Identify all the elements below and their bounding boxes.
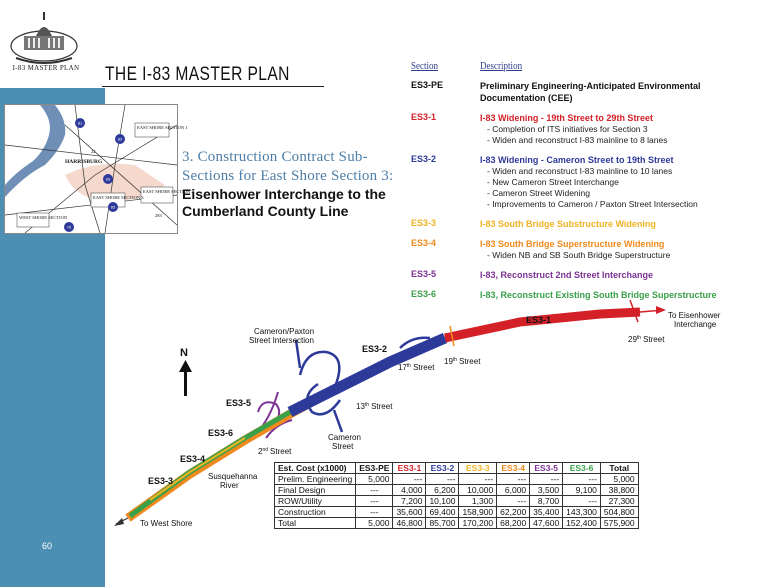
map-label-es3-6: ES3-6 [208, 428, 234, 438]
page-title: THE I-83 MASTER PLAN [105, 64, 290, 85]
map-label-19th-street: Street [459, 357, 481, 366]
cost-cell: --- [393, 474, 426, 485]
cost-row [275, 518, 639, 529]
cost-cell: 35,600 [393, 507, 426, 518]
map-label-29th [628, 335, 665, 344]
inset-label-es1a: EAST SHORE SECTION 1 [137, 125, 188, 130]
map-label-13th-number: 13 [356, 402, 365, 411]
map-label-17th-number: 17 [398, 363, 407, 372]
cost-cell: 8,700 [530, 496, 563, 507]
cost-header-cell: ES3-6 [563, 463, 601, 474]
inset-label-283: 283 [155, 213, 162, 218]
cost-cell: --- [356, 507, 393, 518]
cost-cell: --- [563, 474, 601, 485]
map-label-17th-street: Street [413, 363, 435, 372]
legend-code: ES3-5 [411, 269, 437, 279]
cost-cell: Total [275, 518, 356, 529]
cost-cell: ROW/Utility [275, 496, 356, 507]
legend-description: I-83 South Bridge Superstructure Widening [480, 239, 665, 249]
legend-sub-item: - Widen NB and SB South Bridge Superstructure [487, 250, 671, 260]
map-label-es3-1: ES3-1 [526, 315, 552, 325]
cost-cell: 35,400 [530, 507, 563, 518]
inset-label-es2: EAST SHORE SECTION 2 [143, 189, 194, 194]
cost-cell: 47,600 [530, 518, 563, 529]
cost-cell: 6,200 [426, 485, 459, 496]
legend-description: I-83 Widening - Cameron Street to 19th Street [480, 155, 674, 165]
inset-shield-2: 83 [117, 136, 123, 142]
map-label-cameron-paxton-2: Street Intersection [249, 336, 314, 345]
arrow-to-west-shore [114, 518, 124, 526]
cost-cell: 504,800 [600, 507, 638, 518]
map-label-river-1: Susquehanna [208, 472, 258, 481]
legend-sub-item: - Widen and reconstruct I-83 mainline to 8 lanes [487, 135, 668, 145]
cost-header-cell: ES3-5 [530, 463, 563, 474]
inset-shield-3: 83 [105, 176, 111, 182]
logo-text: I-83 MASTER PLAN [12, 64, 80, 72]
cost-cell: 62,200 [497, 507, 530, 518]
cost-cell: 158,900 [459, 507, 497, 518]
page-number: 60 [42, 541, 53, 551]
map-label-17th [398, 363, 435, 372]
map-label-29th-street: Street [643, 335, 665, 344]
cost-cell: 38,800 [600, 485, 638, 496]
cost-cell: 575,900 [600, 518, 638, 529]
legend-description: I-83 Widening - 19th Street to 29th Street [480, 113, 653, 123]
cost-cell: Construction [275, 507, 356, 518]
cost-header-cell: ES3-3 [459, 463, 497, 474]
cost-cell: 6,000 [497, 485, 530, 496]
legend-header-section: Section [411, 60, 439, 72]
map-label-cameron-1: Cameron [328, 433, 361, 442]
cost-cell: Prelim. Engineering [275, 474, 356, 485]
map-label-2nd-number: 2 [258, 447, 263, 456]
map-label-2nd-street: Street [270, 447, 292, 456]
cost-row [275, 485, 639, 496]
north-arrow-icon [179, 360, 192, 372]
legend-code: ES3-2 [411, 154, 437, 164]
legend-header-description: Description [480, 60, 523, 72]
legend-sub-item: - Widen and reconstruct I-83 mainline to 10 lanes [487, 166, 673, 176]
map-label-13th [356, 402, 393, 411]
legend-description: I-83 South Bridge Substructure Widening [480, 219, 656, 229]
cost-header-cell: Total [600, 463, 638, 474]
map-label-cameron-2: Street [332, 442, 354, 451]
arrow-to-eisenhower [656, 306, 666, 314]
cost-cell: --- [530, 474, 563, 485]
legend-sub-item: - Improvements to Cameron / Paxton Street Intersection [487, 199, 698, 209]
cost-cell: 5,000 [356, 518, 393, 529]
cost-row [275, 496, 639, 507]
inset-shield-1: 81 [77, 120, 83, 126]
inset-label-22: 22 [91, 149, 96, 154]
map-label-13th-street: Street [371, 402, 393, 411]
map-label-13th-suffix: th [364, 402, 370, 408]
map-label-river-2: River [220, 481, 239, 490]
legend-sub-item: - Cameron Street Widening [487, 188, 590, 198]
map-label-es3-4: ES3-4 [180, 454, 206, 464]
map-label-es3-3: ES3-3 [148, 476, 174, 486]
cost-cell: Final Design [275, 485, 356, 496]
legend-description: I-83, Reconstruct 2nd Street Interchange [480, 270, 654, 280]
map-label-to-eisenhower: To Eisenhower [668, 311, 721, 320]
cost-cell: --- [497, 496, 530, 507]
legend-sub-item: - Completion of ITS initiatives for Section 3 [487, 124, 648, 134]
cost-cell: 170,200 [459, 518, 497, 529]
map-label-19th [444, 357, 481, 366]
inset-shield-4: 83 [110, 204, 116, 210]
map-label-29th-suffix: th [636, 335, 642, 341]
cost-cell: --- [497, 474, 530, 485]
cost-cell: --- [563, 496, 601, 507]
map-label-2nd-suffix: nd [262, 447, 269, 453]
cost-cell: 27,300 [600, 496, 638, 507]
cost-header-cell: ES3-1 [393, 463, 426, 474]
cost-cell: 143,300 [563, 507, 601, 518]
cost-cell: 69,400 [426, 507, 459, 518]
cost-cell: 152,400 [563, 518, 601, 529]
sub-section-title: 3. Construction Contract Sub-Sections for East Shore Section 3: [182, 149, 394, 184]
cost-cell: 5,000 [600, 474, 638, 485]
cost-row [275, 474, 639, 485]
map-label-19th-suffix: th [452, 357, 458, 363]
legend-sub-item: - New Cameron Street Interchange [487, 177, 619, 187]
map-label-es3-2: ES3-2 [362, 344, 388, 354]
legend-code: ES3-PE [411, 80, 444, 90]
inset-shield-5: 76 [66, 224, 72, 230]
cost-cell: 68,200 [497, 518, 530, 529]
map-label-north: N [180, 347, 188, 359]
cost-cell: 46,800 [393, 518, 426, 529]
cost-header-cell: ES3-2 [426, 463, 459, 474]
cost-cell: --- [356, 496, 393, 507]
map-label-2nd [258, 447, 292, 456]
cost-cell: --- [356, 485, 393, 496]
legend-code: ES3-1 [411, 112, 437, 122]
map-label-es3-5: ES3-5 [226, 398, 252, 408]
map-label-cameron-paxton-1: Cameron/Paxton [254, 327, 315, 336]
legend-description: Preliminary Engineering-Anticipated Environmental Documentation (CEE) [480, 81, 701, 103]
cost-cell: 9,100 [563, 485, 601, 496]
cost-cell: 3,500 [530, 485, 563, 496]
inset-label-westshore: WEST SHORE SECTION [19, 215, 68, 220]
cost-header-cell: ES3-4 [497, 463, 530, 474]
cost-cell: --- [426, 474, 459, 485]
cost-row [275, 507, 639, 518]
map-label-interchange: Interchange [674, 320, 717, 329]
inset-label-harrisburg: HARRISBURG [65, 159, 103, 165]
map-label-29th-number: 29 [628, 335, 637, 344]
cost-estimate-table [274, 462, 639, 529]
legend-code: ES3-6 [411, 289, 437, 299]
cost-cell: 4,000 [393, 485, 426, 496]
cost-header-cell: ES3-PE [356, 463, 393, 474]
cost-cell: 7,200 [393, 496, 426, 507]
cost-cell: 10,100 [426, 496, 459, 507]
map-label-17th-suffix: th [406, 363, 412, 369]
legend-code: ES3-4 [411, 238, 437, 248]
cost-cell: --- [459, 474, 497, 485]
map-label-to-west-shore: To West Shore [140, 519, 193, 528]
cost-header-cell: Est. Cost (x1000) [275, 463, 356, 474]
cost-cell: 1,300 [459, 496, 497, 507]
inset-label-es3: EAST SHORE SECTION 3 [93, 195, 144, 200]
north-arrow-shaft [184, 370, 187, 396]
cost-cell: 10,000 [459, 485, 497, 496]
map-label-19th-number: 19 [444, 357, 453, 366]
legend-description: I-83, Reconstruct Existing South Bridge Superstructure [480, 290, 717, 300]
cost-cell: 85,700 [426, 518, 459, 529]
legend-code: ES3-3 [411, 218, 437, 228]
sub-section-heading: Eisenhower Interchange to the Cumberland County Line [182, 186, 386, 219]
cost-cell: 5,000 [356, 474, 393, 485]
